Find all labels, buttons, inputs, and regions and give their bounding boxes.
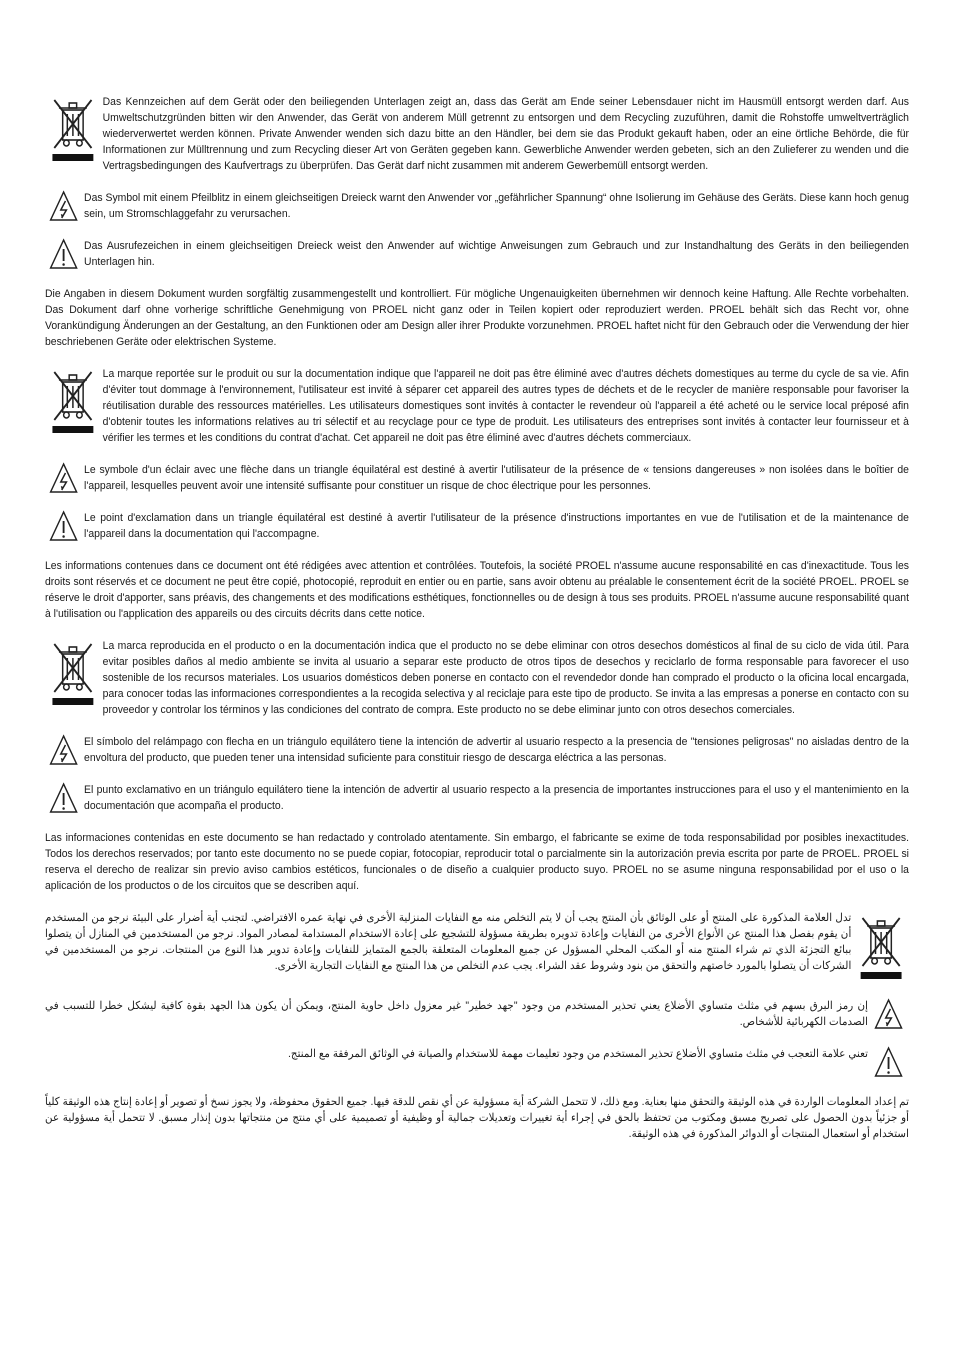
fr-exclamation-text: Le point d'exclamation dans un triangle équilatéral est destiné à avertir l'utilisateur de la présence d'instructions importantes en vue de l'utilisation et de la maintenance de l'appareil dans la documentation qui l'accompagne. (84, 512, 909, 540)
exclamation-warning-icon (874, 1046, 904, 1078)
weee-bin-icon (51, 640, 96, 708)
fr-disclaimer-text: Les informations contenues dans ce document ont été rédigées avec attention et contrôlées. Toutefois, la société PROEL n'assume aucune responsabilité en cas d'inexactitude. Tous les droits sont réservés et ce document ne peut être copié, photocopié, reproduit en entier ou en partie, sans avoir obtenu au préalable le consentement écrit de la société PROEL. PROEL se réserve le droit d'apporter, sans préavis, des changements et des modifications esthétiques, fonctionnelles ou de design à tous ses produits. PROEL n'assume aucune responsabilité quant à l'utilisation ou l'application des appareils ou des circuits décrits dans cette notice. (45, 560, 909, 620)
lightning-warning-icon (49, 734, 79, 766)
es-disclaimer (45, 830, 909, 894)
lightning-warning-icon (49, 462, 79, 494)
de-weee-notice (45, 94, 909, 174)
es-exclamation-notice (45, 782, 909, 814)
es-weee-notice (45, 638, 909, 718)
fr-lightning-notice (45, 462, 909, 494)
fr-weee-text: La marque reportée sur le produit ou sur la documentation indique que l'appareil ne doit pas être éliminé avec d'autres déchets domestiques au terme du cycle de sa vie. Afin d'éviter tout dommage à l'environnement, l'utilisateur est invité à séparer cet appareil des autres types de déchets et de le recycler de manière responsable pour favoriser la réutilisation durable des ressources matérielles. Les utilisateurs domestiques sont invités à contacter le revendeur où l'appareil a été acheté ou le service local préposé afin d'obtenir toutes les informations relatives au tri sélectif et au recyclage pour ce type de produit. Les utilisateurs des entreprises sont invités à contacter leur fournisseur et à vérifier les termes et les conditions du contrat d'achat. Cet appareil ne doit pas être éliminé avec d'autres déchets commerciaux. (102, 368, 909, 444)
de-disclaimer (45, 286, 909, 350)
es-exclamation-text: El punto exclamativo en un triángulo equilátero tiene la intención de advertir al usuario respecto a la presencia de importantes instrucciones para el uso y el mantenimiento en la documentación que acompaña el producto. (84, 784, 909, 812)
ar-exclamation-notice (45, 1046, 909, 1078)
de-exclamation-notice (45, 238, 909, 270)
de-exclamation-text: Das Ausrufezeichen in einem gleichseitigen Dreieck weist den Anwender auf wichtige Anweisungen zum Gebrauch und zur Instandhaltung des Geräts in den beiliegenden Unterlagen hin. (84, 240, 909, 268)
document-page (45, 94, 909, 1142)
weee-bin-icon (51, 96, 96, 164)
ar-disclaimer (45, 1094, 909, 1142)
fr-exclamation-notice (45, 510, 909, 542)
fr-disclaimer (45, 558, 909, 622)
ar-disclaimer-text: تم إعداد المعلومات الواردة في هذه الوثيقة والتحقق منها بعناية. ومع ذلك، لا تتحمل الشركة أية مسؤولية عن أي نقص للدقة فيها. جميع الحقوق محفوظة، ولا يجوز نسخ أو تصوير أو إعادة إنتاج هذه الوثيقة كلياً أو جزئياً بدون الحصول على تصريح مسبق ومكتوب من تحتفظ بالحق في إجراء أية تغييرات وتعديلات جمالية أو وظيفية أو تصميمية على أي منتج من منتجاتها بدون إنذار مسبق. لا تتحمل أية مسؤولية عن استخدام أو استعمال المنتجات أو الدوائر المذكورة في هذه الوثيقة. (45, 1096, 909, 1140)
es-lightning-text: El símbolo del relámpago con flecha en un triángulo equilátero tiene la intención de advertir al usuario respecto a la presencia de "tensiones peligrosas" no aisladas dentro de la envoltura del producto, que pueden tener una intensidad suficiente para constituir riesgo de descarga eléctrica a las personas. (84, 736, 909, 764)
exclamation-warning-icon (49, 510, 79, 542)
es-weee-text: La marca reproducida en el producto o en la documentación indica que el producto no se debe eliminar con otros desechos domésticos al final de su ciclo de vida útil. Para evitar posibles daños al medio ambiente se invita al usuario a separar este producto de otros tipos de desechos y reciclarlo de forma responsable para favorecer el uso sostenible de los recursos materiales. Los usuarios domésticos deben ponerse en contacto con el revendedor donde han comprado el producto o la oficina local encargada, para conocer todas las informaciones correspondientes a la recogida selectiva y al reciclaje para este tipo de producto. Se invita a las empresas a ponerse en contacto con su proveedor y controlar los términos y las condiciones del contrato de compra. Este producto no se debe eliminar junto con otros desechos comerciales. (102, 640, 909, 716)
fr-lightning-text: Le symbole d'un éclair avec une flèche dans un triangle équilatéral est destiné à avertir l'utilisateur de la présence de « tensions dangereuses » non isolées dans le boîtier de l'appareil, lesquelles peuvent avoir une intensité suffisante pour constituer un risque de choc électrique pour les personnes. (84, 464, 909, 492)
ar-weee-text: تدل العلامة المذكورة على المنتج أو على الوثائق بأن المنتج يجب أن لا يتم التخلص منه مع النفايات المنزلية الأخرى في نهاية عمره الافتراضي. لتجنب أية أضرار على البيئة نرجو من المستخدم أن يقوم بفصل هذا المنتج عن الأنواع الأخرى من النفايات وإعادة تدويره بطريقة مسؤولة للتشجيع على إعادة الاستخدام المستدامة لمصادر المواد. نرجو من المستخدمين في المنازل أن يتصلوا ببائع التجزئة الذي تم شراء المنتج منه أو المكتب المحلي المسؤول عن جميع المعلومات المتعلقة بالجمع المتمايز للنفايات وإعادة تدوير هذا النوع من المنتجات. نرجو من المستخدمين في الشركات أن يتصلوا بالمورد خاصتهم والتحقق من بنود وشروط عقد الشراء. يجب عدم التخلص من هذا المنتج مع النفايات التجارية الأخرى. (45, 912, 852, 972)
de-lightning-notice (45, 190, 909, 222)
es-lightning-notice (45, 734, 909, 766)
ar-exclamation-text: تعني علامة التعجب في مثلث متساوي الأضلاع تحذير المستخدم من وجود تعليمات مهمة للاستخدام والصيانة في الوثائق المرفقة مع المنتج. (287, 1048, 869, 1060)
weee-bin-icon (51, 368, 96, 436)
de-weee-text: Das Kennzeichen auf dem Gerät oder den beiliegenden Unterlagen zeigt an, dass das Gerät am Ende seiner Lebensdauer nicht im Hausmüll entsorgt werden darf. Aus Umweltschutzgründen bitten wir den Anwender, das Gerät von anderem Müll getrennt zu entsorgen und dem Recycling zuzuführen, damit die Rohstoffe umweltverträglich wiederverwertet werden können. Private Anwender wenden sich dazu bitte an den Händler, bei dem sie das Produkt gekauft haben, oder an eine örtliche Behörde, die für Informationen zur Mülltrennung und zum Recycling dieser Art von Geräten gegeben kann. Gewerbliche Anwender werden gebeten, sich an den Zulieferer zu wenden und die Vertragsbedingungen des Kaufvertrags zu überprüfen. Das Gerät darf nicht zusammen mit anderem Gewerbemüll entsorgt werden. (102, 96, 909, 172)
ar-lightning-text: إن رمز البرق بسهم في مثلث متساوي الأضلاع يعني تحذير المستخدم من وجود "جهد خطير" غير معزول داخل حاوية المنتج، ويمكن أن يكون هذا الجهد بقوة كافية ليشكل خطرا للتسبب في الصدمات الكهربائية للأشخاص. (45, 1000, 869, 1028)
exclamation-warning-icon (49, 238, 79, 270)
exclamation-warning-icon (49, 782, 79, 814)
fr-weee-notice (45, 366, 909, 446)
de-lightning-text: Das Symbol mit einem Pfeilblitz in einem gleichseitigen Dreieck warnt den Anwender vor „gefährlicher Spannung“ ohne Isolierung im Gehäuse des Geräts. Diese kann hoch genug sein, um Stromschlaggefahr zu verursachen. (84, 192, 909, 220)
lightning-warning-icon (874, 998, 904, 1030)
de-disclaimer-text: Die Angaben in diesem Dokument wurden sorgfältig zusammengestellt und kontrolliert. Für mögliche Ungenauigkeiten übernehmen wir dennoch keine Haftung. Alle Rechte vorbehalten. Das Dokument darf ohne vorherige schriftliche Genehmigung von PROEL nicht ganz oder in Teilen kopiert oder reproduziert werden. PROEL behält sich das Recht vor, ohne Vorankündigung Änderungen an der Gestaltung, an den Funktionen oder am Design aller ihrer Produkte vorzunehmen. PROEL haftet nicht für den Gebrauch oder die Verwendung der hier beschriebenen Geräte oder elektrischen Systeme. (45, 288, 909, 348)
lightning-warning-icon (49, 190, 79, 222)
es-disclaimer-text: Las informaciones contenidas en este documento se han redactado y controlado atentamente. Sin embargo, el fabricante se exime de toda responsabilidad por posibles inexactitudes. Todos los derechos reservados; por tanto este documento no se puede copiar, fotocopiar, reproducir total o parcialmente sin la autorización previa escrita por parte de PROEL. PROEL si reserva el derecho de realizar sin previo aviso cambios estéticos, funcionales o de diseño a cualquier producto suyo. PROEL no se asume ninguna responsabilidad por el uso o la aplicación de los productos o de los circuitos que se describen aquí. (45, 832, 909, 892)
ar-lightning-notice (45, 998, 909, 1030)
weee-bin-icon (859, 914, 904, 982)
ar-weee-notice (45, 910, 909, 982)
